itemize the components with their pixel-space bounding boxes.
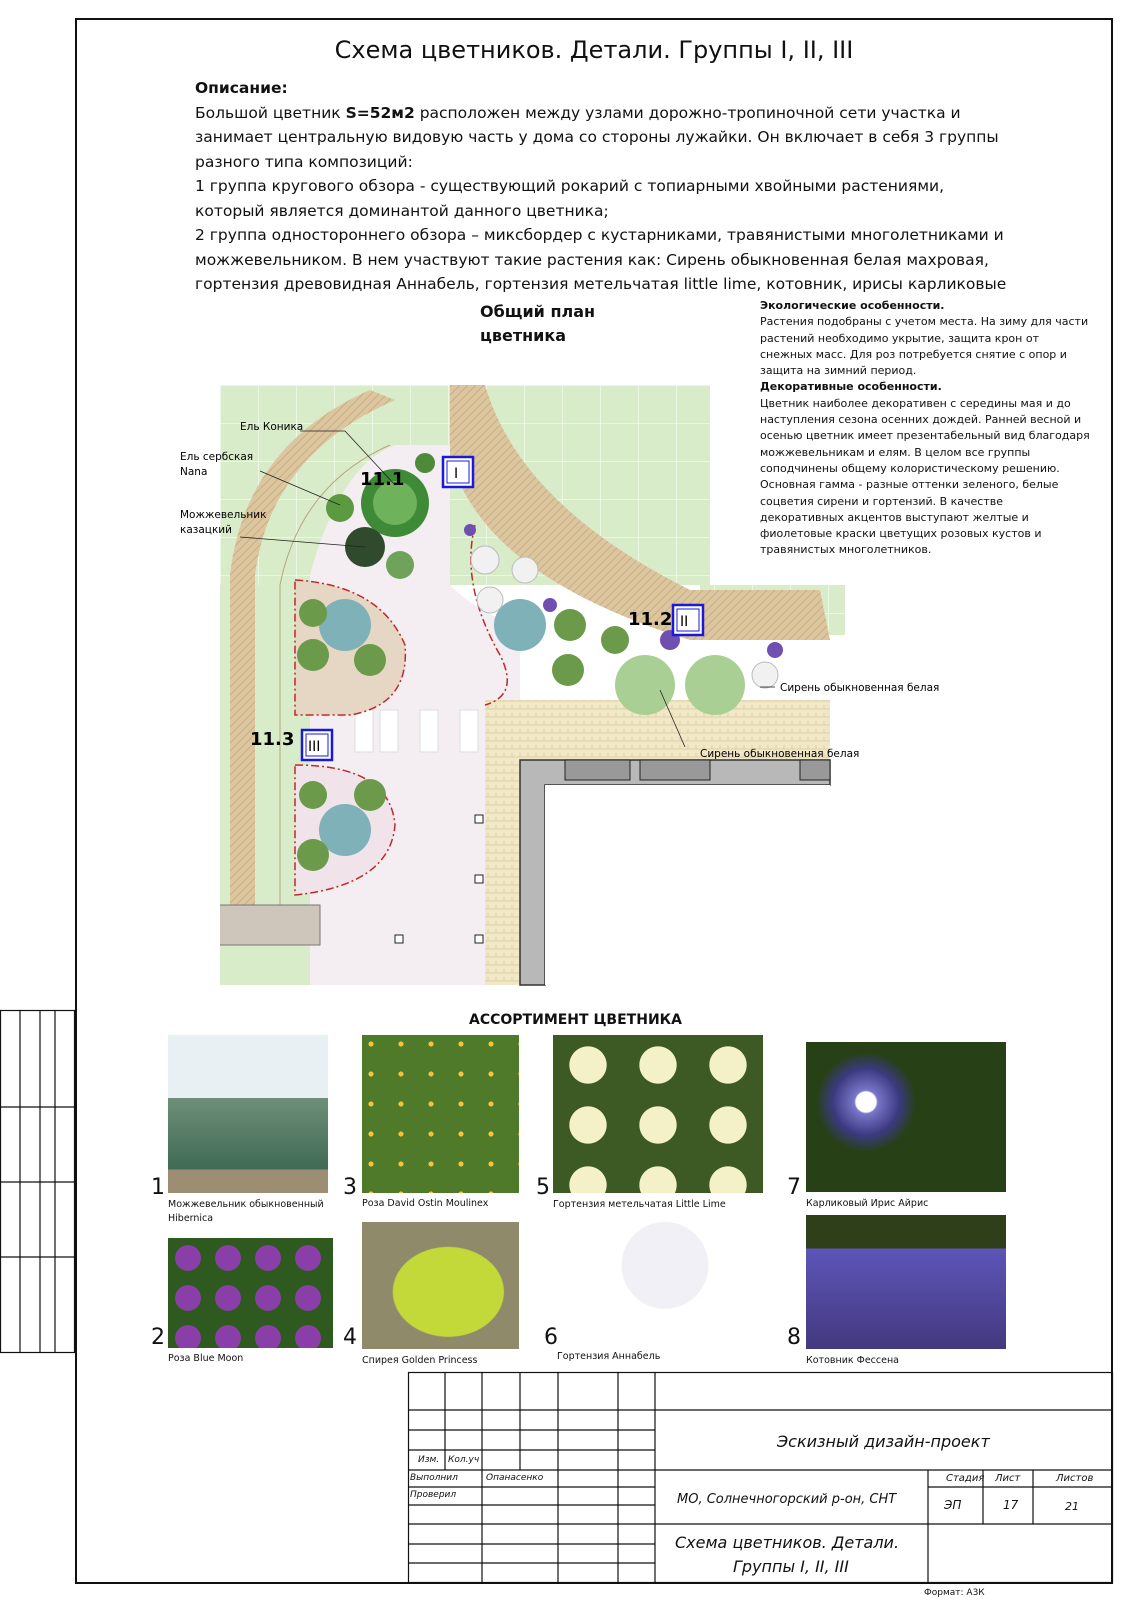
plan-title: Общий план цветника (480, 302, 596, 345)
tb-proveril: Проверил (410, 1490, 457, 1500)
eco-text: Растения подобраны с учетом места. На зиму для части растений необходимо укрытие, защита крон от снежных масс. Для роз потребуется снятие с опор и защита на зимний период. (760, 315, 1089, 378)
label-siren-1: Сирень обыкновенная белая (780, 682, 940, 694)
assort-num-7: 7 (787, 1175, 801, 1200)
description-intro: Большой цветник S=52м2 расположен между узлами дорожно-тропиночной сети участка и занимает центральную видовую часть у дома со стороны лужайки. Он включает в себя 3 группы разного типа композиций: (195, 103, 999, 171)
tb-stadia-label: Стадия (946, 1473, 985, 1484)
tb-vypolnil: Выполнил (410, 1473, 458, 1483)
tb-stadia: ЭП (944, 1498, 962, 1512)
photo-catmint (806, 1215, 1006, 1349)
tb-sheet-title-2: Группы I, II, III (733, 1557, 849, 1576)
description-group2: 2 группа одностороннего обзора – миксбордер с кустарниками, травянистыми многолетниками и можжевельником. В нем участвуют такие растения как: Сирень обыкновенная белая махровая, гортензия древовидная Аннабель, гортензия метельчатая little lime, котовник, ирисы карликовые (195, 226, 1007, 293)
assort-caption-7: Карликовый Ирис Айрис (806, 1198, 929, 1209)
assort-caption-2: Роза Blue Moon (168, 1353, 244, 1364)
label-mozh-kaz-2: казацкий (180, 524, 232, 536)
group-label-1: I (454, 466, 459, 482)
assort-num-5: 5 (536, 1175, 550, 1200)
tb-location: МО, Солнечногорский р-он, СНТ (677, 1492, 897, 1507)
tb-izm: Изм. (418, 1455, 440, 1465)
assort-num-8: 8 (787, 1325, 801, 1350)
tb-author: Опанасенко (486, 1473, 544, 1483)
photo-rose-blue-moon (168, 1238, 333, 1348)
tb-sheet-title-1: Схема цветников. Детали. (675, 1533, 900, 1552)
assort-num-6: 6 (544, 1325, 558, 1350)
tb-project: Эскизный дизайн-проект (777, 1432, 990, 1451)
assort-num-1: 1 (151, 1175, 165, 1200)
zone-label-2: 11.2 (628, 609, 673, 630)
zone-label-1: 11.1 (360, 469, 405, 490)
photo-juniper (168, 1035, 328, 1193)
format-label: Формат: А3К (924, 1588, 985, 1598)
photo-rose-moulinex (362, 1035, 519, 1193)
eco-heading: Экологические особенности. (760, 299, 945, 312)
label-mozh-kaz: Можжевельник (180, 509, 267, 521)
tb-list: 17 (1003, 1498, 1019, 1512)
description-group1: 1 группа кругового обзора - существующий рокарий с топиарными хвойными растениями, который является доминантой данного цветника; (195, 177, 945, 220)
assortment-title: АССОРТИМЕНТ ЦВЕТНИКА (469, 1012, 682, 1028)
tb-listov: 21 (1065, 1500, 1079, 1513)
description-heading: Описание: (195, 79, 288, 97)
tb-koluch: Кол.уч (448, 1455, 480, 1465)
tb-listov-label: Листов (1056, 1473, 1094, 1484)
photo-hydrangea-little-lime (553, 1035, 763, 1193)
decor-heading: Декоративные особенности. (760, 380, 942, 394)
label-el-konika: Ель Коника (240, 421, 304, 433)
assort-caption-6: Гортензия Аннабель (557, 1351, 661, 1362)
assort-caption-8: Котовник Фессена (806, 1355, 899, 1366)
assort-num-4: 4 (343, 1325, 357, 1350)
description (195, 76, 1015, 297)
label-el-serb: Ель сербская (180, 451, 254, 463)
decor-text: Цветник наиболее декоративен с середины мая и до наступления сезона осенних дождей. Ранней весной и осенью цветник имеет презентабельный вид благодаря можжевельникам и елям. В целом все группы соподчинены общему колористическому решению. Основная гамма - разные оттенки зеленого, белые соцветия сирени и гортензий. В качестве декоративных акцентов выступают желтые и фиолетовые краски цветущих розовых кустов и травянистых многолетников. (760, 396, 1090, 557)
group-label-3: III (308, 739, 321, 755)
tb-list-label: Лист (995, 1473, 1021, 1484)
assort-num-3: 3 (343, 1175, 357, 1200)
photo-iris (806, 1042, 1006, 1192)
assort-caption-4: Спирея Golden Princess (362, 1355, 478, 1366)
label-siren-2: Сирень обыкновенная белая (700, 748, 860, 760)
page-title: Схема цветников. Детали. Группы I, II, III (334, 36, 854, 64)
assort-caption-5: Гортензия метельчатая Little Lime (553, 1199, 726, 1210)
group-label-2: II (680, 614, 689, 630)
photo-spirea (362, 1222, 519, 1349)
assort-caption-1: Можжевельник обыкновенный Hibernica (168, 1199, 324, 1224)
photo-hydrangea-annabelle (605, 1215, 725, 1327)
left-stamp (0, 1010, 75, 1353)
area-value: S=52м2 (345, 103, 415, 122)
zone-label-3: 11.3 (250, 729, 295, 750)
assort-caption-3: Роза David Ostin Moulinex (362, 1198, 489, 1209)
assort-num-2: 2 (151, 1325, 165, 1350)
label-el-serb-2: Nana (180, 466, 208, 478)
